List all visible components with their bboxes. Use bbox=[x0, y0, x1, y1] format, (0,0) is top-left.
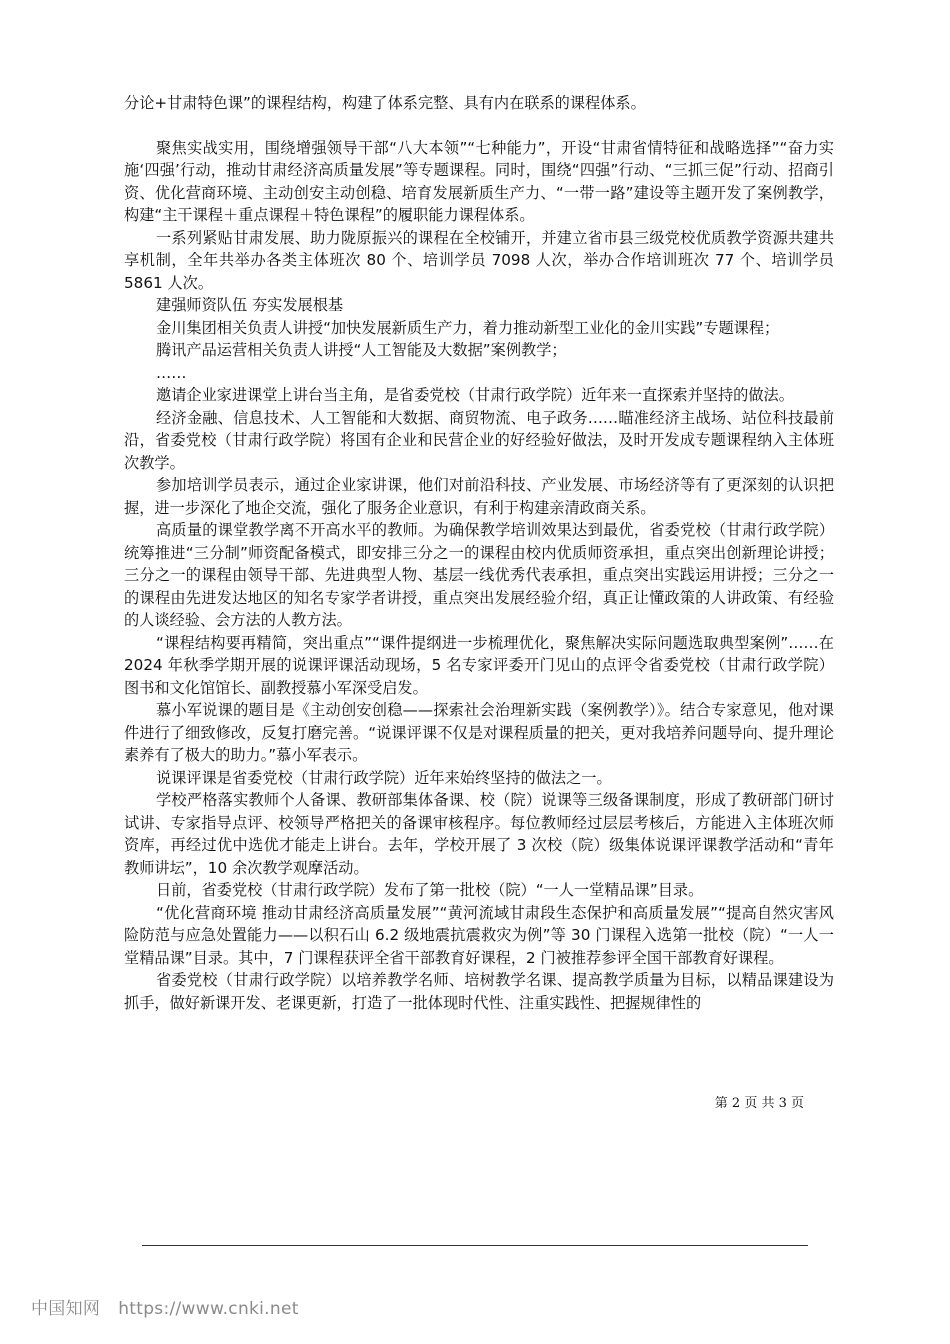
paragraph: 省委党校（甘肃行政学院）以培养教学名师、培树教学名课、提高教学质量为目标，以精品课建设为抓手，做好新课开发、老课更新，打造了一批体现时代性、注重实践性、把握规律性的 bbox=[124, 971, 834, 1012]
watermark-brand: 中国知网 bbox=[31, 1299, 101, 1319]
paragraph: “优化营商环境 推动甘肃经济高质量发展”“黄河流域甘肃段生态保护和高质量发展”“提高自然灾害风险防范与应急处置能力——以积石山 6.2 级地震抗震救灾为例”等 30 门课程入选第一批校（院）“一人一堂精品课”目录。其中，7 门课程获评全省干部教育好课程，2 门被推荐参评全国干部教育好课程。 bbox=[124, 903, 834, 967]
paragraph: 说课评课是省委党校（甘肃行政学院）近年来始终坚持的做法之一。 bbox=[156, 768, 612, 787]
footer-divider bbox=[142, 1245, 808, 1246]
section-heading: 建强师资队伍 夯实发展根基 bbox=[156, 296, 344, 314]
paragraph: 聚焦实战实用，围绕增强领导干部“八大本领”“七种能力”，开设“甘肃省情特征和战略选择”“奋力实施‘四强’行动，推动甘肃经济高质量发展”等专题课程。同时，围绕“四强”行动、“三抓三促”行动、招商引资、优化营商环境、主动创安主动创稳、培育发展新质生产力、“一带一路”建设等主题开发了案例教学，构建“主干课程＋重点课程＋特色课程”的履职能力课程体系。 bbox=[124, 138, 834, 224]
paragraph: 腾讯产品运营相关负责人讲授“人工智能及大数据”案例教学； bbox=[156, 341, 567, 359]
paragraph: 分论+甘肃特色课”的课程结构，构建了体系完整、具有内在联系的课程体系。 bbox=[124, 94, 646, 112]
paragraph: 参加培训学员表示，通过企业家讲课，他们对前沿科技、产业发展、市场经济等有了更深刻的认识把握，进一步深化了地企交流，强化了服务企业意识，有利于构建亲清政商关系。 bbox=[124, 476, 834, 517]
paragraph: 邀请企业家进课堂上讲台当主角，是省委党校（甘肃行政学院）近年来一直探索并坚持的做法。 bbox=[156, 386, 794, 404]
paragraph: …… bbox=[156, 363, 187, 382]
article-body bbox=[124, 92, 834, 1014]
paragraph: 一系列紧贴甘肃发展、助力陇原振兴的课程在全校铺开，并建立省市县三级党校优质教学资源共建共享机制，全年共举办各类主体班次 80 个、培训学员 7098 人次，举办合作培训班次 77 个、培训学员 5861 人次。 bbox=[124, 228, 834, 292]
paragraph: 学校严格落实教师个人备课、教研部集体备课、校（院）说课等三级备课制度，形成了教研部门研讨试讲、专家指导点评、校领导严格把关的备课审核程序。每位教师经过层层考核后，方能进入主体班次师资库，再经过优中选优才能走上讲台。去年，学校开展了 3 次校（院）级集体说课评课教学活动和“青年教师讲坛”，10 余次教学观摩活动。 bbox=[124, 791, 834, 877]
paragraph: 高质量的课堂教学离不开高水平的教师。为确保教学培训效果达到最优，省委党校（甘肃行政学院）统筹推进“三分制”师资配备模式，即安排三分之一的课程由校内优质师资承担，重点突出创新理论讲授；三分之一的课程由领导干部、先进典型人物、基层一线优秀代表承担，重点突出实践运用讲授；三分之一的课程由先进发达地区的知名专家学者讲授，重点突出发展经验介绍，真正让懂政策的人讲政策、有经验的人谈经验、会方法的人教方法。 bbox=[124, 521, 834, 629]
paragraph: 经济金融、信息技术、人工智能和大数据、商贸物流、电子政务……瞄准经济主战场、站位科技最前沿，省委党校（甘肃行政学院）将国有企业和民营企业的好经验好做法，及时开发成专题课程纳入主体班次教学。 bbox=[124, 408, 834, 472]
page-number: 第 2 页 共 3 页 bbox=[714, 1096, 804, 1111]
paragraph: 慕小军说课的题目是《主动创安创稳——探索社会治理新实践（案例教学）》。结合专家意见，他对课件进行了细致修改，反复打磨完善。“说课评课不仅是对课程质量的把关，更对我培养问题导向、提升理论素养有了极大的助力。”慕小军表示。 bbox=[124, 701, 834, 764]
paragraph: 日前，省委党校（甘肃行政学院）发布了第一批校（院）“一人一堂精品课”目录。 bbox=[156, 881, 704, 899]
paragraph: “课程结构要再精简，突出重点”“课件提纲进一步梳理优化，聚焦解决实际问题选取典型案例”……在 2024 年秋季学期开展的说课评课活动现场，5 名专家评委开门见山的点评令省委党校（甘肃行政学院）图书和文化馆馆长、副教授慕小军深受启发。 bbox=[124, 633, 834, 697]
source-watermark bbox=[31, 1294, 299, 1319]
watermark-url: https://www.cnki.net bbox=[118, 1299, 299, 1319]
paragraph: 金川集团相关负责人讲授“加快发展新质生产力，着力推动新型工业化的金川实践”专题课程； bbox=[156, 318, 780, 337]
